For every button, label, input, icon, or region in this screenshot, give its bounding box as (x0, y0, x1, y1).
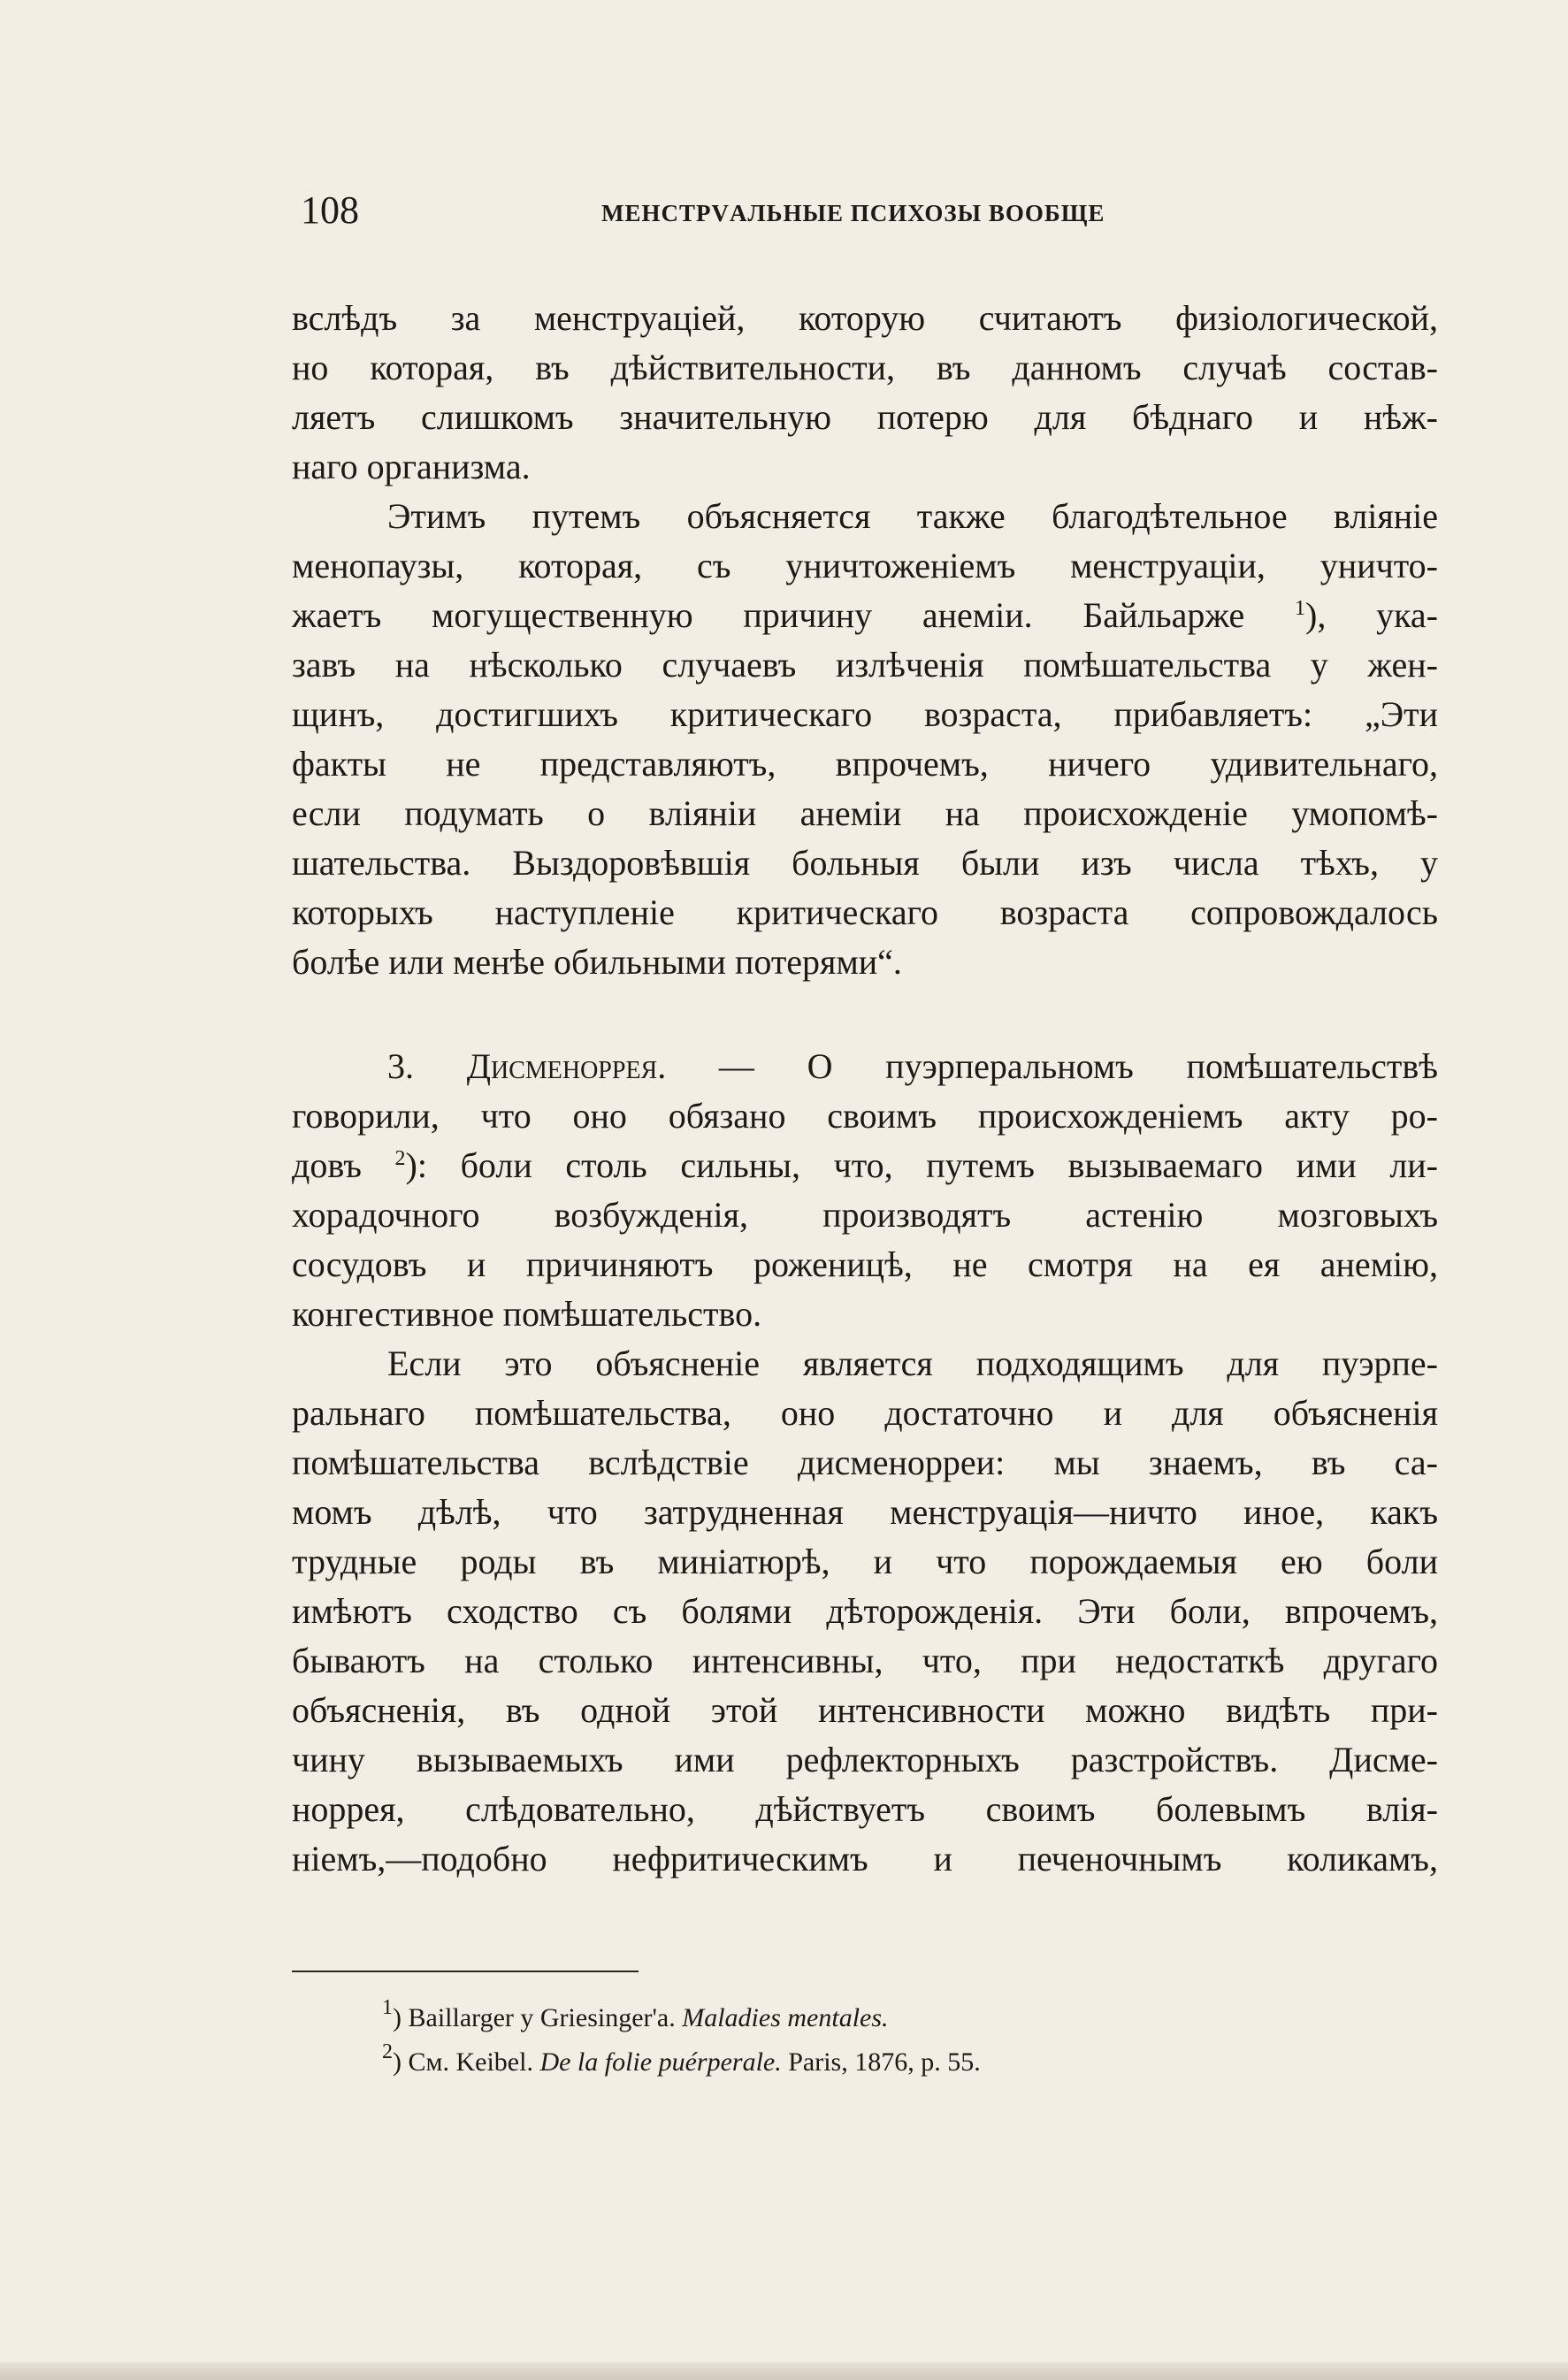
text-fragment: ), ука- (1305, 595, 1438, 635)
text-line: сосудовъ и причиняютъ роженицѣ, не смотря на ея анемію, (292, 1244, 1438, 1284)
text-line: менопаузы, которая, съ уничтоженіемъ менструаціи, уничто- (292, 546, 1438, 585)
text-line: завъ на нѣсколько случаевъ излѣченія помѣшательства у жен- (292, 645, 1438, 685)
text-line: конгестивное помѣшательство. (292, 1294, 762, 1334)
text-fragment: довъ (292, 1145, 362, 1185)
text-line: которыхъ наступленіе критическаго возраста сопровождалось (292, 892, 1438, 932)
text-line: трудные роды въ миніатюрѣ, и что порождаемыя ею боли (292, 1542, 1438, 1581)
page-edge (0, 2362, 1568, 2380)
text-line (292, 591, 1438, 640)
text-line: чину вызываемыхъ ими рефлекторныхъ разстройствъ. Дисме- (292, 1740, 1438, 1779)
text-line: ральнаго помѣшательства, оно достаточно и для объясненія (292, 1393, 1438, 1433)
text-line: говорили, что оно обязано своимъ происхожденіемъ акту ро- (292, 1096, 1438, 1136)
text-line: наго организма. (292, 447, 531, 486)
footnote-text: ) Baillarger у Griesinger'a. (393, 2003, 676, 2032)
text-line: норрея, слѣдовательно, дѣйствуетъ своимъ болевымъ влія- (292, 1789, 1438, 1829)
text-line: бываютъ на столько интенсивны, что, при недостаткѣ другаго (292, 1641, 1438, 1680)
text-line (292, 1141, 1438, 1190)
text-line: шательства. Выздоровѣвшія больныя были изъ числа тѣхъ, у (292, 843, 1438, 883)
text-line: Этимъ путемъ объясняется также благодѣтельное вліяніе (387, 496, 1438, 536)
text-fragment: жаетъ могущественную причину анеміи. Байльарже (292, 595, 1245, 635)
text-line: Если это объясненіе является подходящимъ для пуэрпе- (387, 1343, 1438, 1383)
text-line: хорадочного возбужденія, производятъ астенію мозговыхъ (292, 1195, 1438, 1235)
text-line: но которая, въ дѣйствительности, въ данномъ случаѣ состав- (292, 348, 1438, 387)
text-line: объясненія, въ одной этой интенсивности можно видѣть при- (292, 1690, 1438, 1730)
footnote-title: Maladies mentales. (682, 2003, 889, 2032)
running-title: МЕНСТРVАЛЬНЫЕ ПСИХОЗЫ ВООБЩЕ (601, 200, 1105, 226)
section-heading: Дисменоррея. (466, 1046, 667, 1086)
text-line: момъ дѣлѣ, что затрудненная менструація—ничто иное, какъ (292, 1492, 1438, 1532)
footnote-ref: 1 (1295, 597, 1306, 620)
text-line: ляетъ слишкомъ значительную потерю для бѣднаго и нѣж- (292, 397, 1438, 437)
text-line: вслѣдъ за менструаціей, которую считаютъ физіологической, (292, 298, 1438, 338)
section-number: 3. (387, 1046, 414, 1086)
text-line: болѣе или менѣе обильными потерями“. (292, 942, 902, 982)
footnote-mark: 2 (382, 2040, 393, 2063)
footnote-ref: 2 (394, 1147, 406, 1170)
text-line: щинъ, достигшихъ критическаго возраста, прибавляетъ: „Эти (292, 694, 1438, 734)
footnote-rule (292, 1971, 639, 1972)
footnote-text: Paris, 1876, p. 55. (788, 2047, 981, 2077)
footnote-title: De la folie puérperale. (539, 2047, 782, 2077)
footnote-1 (382, 1996, 889, 2036)
footnote-2 (382, 2040, 981, 2080)
page-number: 108 (301, 188, 359, 232)
footnote-mark: 1 (382, 1996, 393, 2019)
text-line: помѣшательства вслѣдствіе дисменорреи: мы знаемъ, въ са- (292, 1443, 1438, 1482)
text-line: имѣютъ сходство съ болями дѣторожденія. Эти боли, впрочемъ, (292, 1591, 1438, 1631)
text-line: если подумать о вліяніи анеміи на происхожденіе умопомѣ- (292, 793, 1438, 833)
text-fragment: — О пуэрперальномъ помѣшательствѣ (718, 1046, 1439, 1086)
text-line: ніемъ,—подобно нефритическимъ и печеночнымъ коликамъ, (292, 1839, 1438, 1879)
text-fragment: ): боли столь сильны, что, путемъ вызываемаго ими ли- (405, 1145, 1439, 1185)
footnote-text: ) См. Keibel. (393, 2047, 533, 2077)
text-line: факты не представляютъ, впрочемъ, ничего удивительнаго, (292, 744, 1438, 784)
text-line (292, 1042, 1438, 1091)
